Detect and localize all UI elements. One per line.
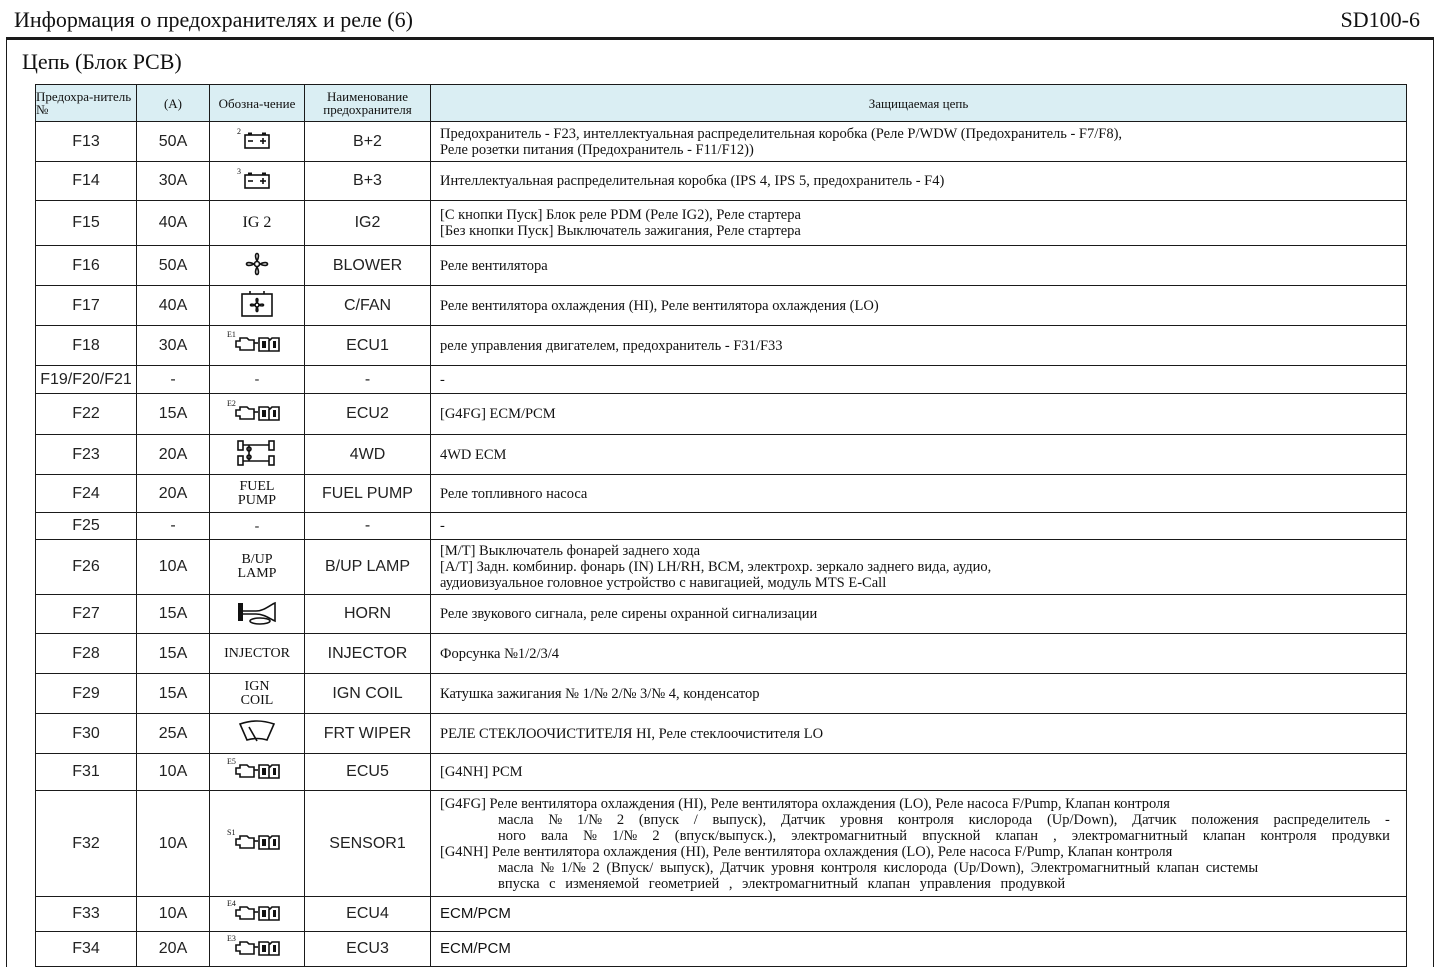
fuse-name: IG2 <box>305 201 431 246</box>
table-row <box>36 634 1407 674</box>
fuse-amperage: 10A <box>137 754 210 791</box>
fuse-number: F17 <box>36 286 137 326</box>
fuse-number: F13 <box>36 122 137 162</box>
fuse-symbol <box>210 791 305 897</box>
fuse-number: F22 <box>36 394 137 435</box>
engine-book-icon <box>227 933 281 961</box>
battery-icon <box>237 127 271 152</box>
protected-circuit <box>431 932 1407 967</box>
fuse-name: INJECTOR <box>305 634 431 674</box>
fuse-number: F19/F20/F21 <box>36 366 137 394</box>
section-title: Цепь (Блок PCB) <box>22 49 182 74</box>
symbol-superscript: 2 <box>237 127 241 136</box>
fuse-number: F34 <box>36 932 137 967</box>
table-row <box>36 714 1407 754</box>
table-row <box>36 475 1407 513</box>
protected-circuit <box>431 435 1407 475</box>
header-bar <box>6 0 1434 40</box>
table-row <box>36 540 1407 595</box>
table-row <box>36 791 1407 897</box>
circuit-line: Форсунка №1/2/3/4 <box>440 645 560 662</box>
fuse-number: F32 <box>36 791 137 897</box>
fuse-amperage: 10A <box>137 791 210 897</box>
fuse-number: F16 <box>36 246 137 286</box>
fuse-symbol <box>210 122 305 162</box>
engine-book-icon <box>227 756 281 784</box>
circuit-line: Катушка зажигания № 1/№ 2/№ 3/№ 4, конденсатор <box>440 685 760 702</box>
fuse-number: F30 <box>36 714 137 754</box>
fuse-name: HORN <box>305 595 431 634</box>
4wd-axle-icon <box>235 438 279 471</box>
fuse-name: FRT WIPER <box>305 714 431 754</box>
fuse-symbol <box>210 475 305 513</box>
fuse-number: F24 <box>36 475 137 513</box>
fuse-number: F27 <box>36 595 137 634</box>
fuse-name: C/FAN <box>305 286 431 326</box>
page-code: SD100-6 <box>1340 7 1420 32</box>
protected-circuit <box>431 714 1407 754</box>
fuse-number: F25 <box>36 513 137 540</box>
fuse-symbol <box>210 674 305 714</box>
fuse-amperage: - <box>137 366 210 394</box>
symbol-text: INJECTOR <box>224 646 290 661</box>
fuse-amperage: 20A <box>137 475 210 513</box>
fuse-name: ECU1 <box>305 326 431 366</box>
circuit-line: Реле топливного насоса <box>440 485 588 502</box>
symbol-text: FUEL PUMP <box>237 478 277 508</box>
symbol-superscript: E5 <box>227 756 236 766</box>
fuse-amperage: 50A <box>137 246 210 286</box>
circuit-line: [С кнопки Пуск] Блок реле PDM (Реле IG2), Реле стартера <box>440 207 801 223</box>
fuse-symbol <box>210 246 305 286</box>
protected-circuit <box>431 475 1407 513</box>
circuit-line: Интеллектуальная распределительная коробка (IPS 4, IPS 5, предохранитель - F4) <box>440 173 945 189</box>
protected-circuit <box>431 513 1407 540</box>
fuse-amperage: - <box>137 513 210 540</box>
circuit-line: - <box>440 518 445 534</box>
symbol-text: - <box>254 372 260 387</box>
fuse-name: ECU3 <box>305 932 431 967</box>
circuit-line: впуска с изменяемой геометрией , электромагнитный клапан управления продувкой <box>498 875 1066 892</box>
circuit-line: аудиовизуальное головное устройство с навигацией, модуль MTS E-Call <box>440 575 887 591</box>
table-row <box>36 326 1407 366</box>
fuse-amperage: 15A <box>137 674 210 714</box>
circuit-line: ECM/PCM <box>440 940 511 957</box>
circuit-line: масла № 1/№ 2 (впуск / выпуск), Датчик уровня контроля кислорода (Up/Down), Датчик положения распределитель - <box>498 811 1390 828</box>
fuse-number: F29 <box>36 674 137 714</box>
fuse-name: IGN COIL <box>305 674 431 714</box>
table-row <box>36 162 1407 201</box>
table-row <box>36 286 1407 326</box>
header-protected-circuit: Защищаемая цепь <box>431 85 1407 122</box>
header-fuse-name: Наименование предохранителя <box>305 85 431 122</box>
circuit-line: - <box>440 371 445 388</box>
fuse-name: FUEL PUMP <box>305 475 431 513</box>
protected-circuit <box>431 754 1407 791</box>
fuse-amperage: 40A <box>137 286 210 326</box>
symbol-superscript: E1 <box>227 330 236 339</box>
fuse-symbol <box>210 540 305 595</box>
fuse-name: ECU2 <box>305 394 431 435</box>
fuse-name: - <box>305 513 431 540</box>
table-row <box>36 201 1407 246</box>
page-title: Информация о предохранителях и реле (6) <box>14 7 413 32</box>
fuse-name: B+3 <box>305 162 431 201</box>
fuse-name: ECU4 <box>305 897 431 932</box>
engine-book-icon <box>227 330 281 357</box>
fuse-name: - <box>305 366 431 394</box>
wiper-icon <box>237 719 277 748</box>
table-header-row <box>36 85 1407 122</box>
protected-circuit <box>431 595 1407 634</box>
fuse-table <box>35 84 1407 967</box>
circuit-line: [M/T] Выключатель фонарей заднего хода <box>440 543 701 559</box>
circuit-line: РЕЛЕ СТЕКЛООЧИСТИТЕЛЯ HI, Реле стеклоочистителя LO <box>440 725 824 742</box>
fuse-symbol <box>210 366 305 394</box>
fuse-symbol <box>210 932 305 967</box>
symbol-text: IGN COIL <box>240 678 274 708</box>
fuse-amperage: 25A <box>137 714 210 754</box>
fuse-symbol <box>210 595 305 634</box>
fuse-symbol <box>210 326 305 366</box>
circuit-line: [G4FG] ECM/PCM <box>440 406 556 422</box>
fuse-amperage: 30A <box>137 162 210 201</box>
fuse-symbol <box>210 162 305 201</box>
table-row <box>36 754 1407 791</box>
header-amp: (A) <box>137 85 210 122</box>
table-row <box>36 366 1407 394</box>
fuse-name: BLOWER <box>305 246 431 286</box>
table-row <box>36 932 1407 967</box>
circuit-line: Предохранитель - F23, интеллектуальная распределительная коробка (Реле P/WDW (Предохранитель - F7/F8), <box>440 125 1123 142</box>
fuse-symbol <box>210 513 305 540</box>
circuit-line: Реле звукового сигнала, реле сирены охранной сигнализации <box>440 606 818 622</box>
protected-circuit <box>431 394 1407 435</box>
circuit-line: [G4FG] Реле вентилятора охлаждения (HI), Реле вентилятора охлаждения (LO), Реле насоса F/Pump, Клапан контроля <box>440 795 1170 812</box>
fuse-number: F15 <box>36 201 137 246</box>
fuse-name: 4WD <box>305 435 431 475</box>
symbol-superscript: E2 <box>227 398 236 408</box>
fuse-number: F31 <box>36 754 137 791</box>
fuse-number: F28 <box>36 634 137 674</box>
protected-circuit <box>431 286 1407 326</box>
header-fuse-no: Предохра-нитель № <box>36 85 137 122</box>
fuse-amperage: 40A <box>137 201 210 246</box>
horn-icon <box>236 600 278 629</box>
symbol-text: B/UP LAMP <box>237 552 277 581</box>
table-row <box>36 897 1407 932</box>
symbol-text: IG 2 <box>242 214 272 231</box>
fuse-name: ECU5 <box>305 754 431 791</box>
fan-icon <box>242 249 272 282</box>
fuse-symbol <box>210 394 305 435</box>
table-row <box>36 513 1407 540</box>
fuse-amperage: 15A <box>137 595 210 634</box>
protected-circuit <box>431 201 1407 246</box>
fuse-number: F26 <box>36 540 137 595</box>
fuse-amperage: 10A <box>137 897 210 932</box>
circuit-line: [Без кнопки Пуск] Выключатель зажигания, Реле стартера <box>440 223 801 239</box>
fuse-amperage: 15A <box>137 634 210 674</box>
protected-circuit <box>431 897 1407 932</box>
fuse-symbol <box>210 286 305 326</box>
circuit-line: Реле розетки питания (Предохранитель - F11/F12)) <box>440 141 754 158</box>
fuse-symbol <box>210 714 305 754</box>
fuse-name: B/UP LAMP <box>305 540 431 595</box>
table-row <box>36 246 1407 286</box>
table-row <box>36 595 1407 634</box>
header-symbol: Обозна-чение <box>210 85 305 122</box>
circuit-line: реле управления двигателем, предохранитель - F31/F33 <box>440 337 783 354</box>
fuse-amperage: 15A <box>137 394 210 435</box>
symbol-superscript: S1 <box>227 828 236 837</box>
protected-circuit <box>431 634 1407 674</box>
frame-left-rule <box>6 40 7 967</box>
circuit-line: ного вала № 1/№ 2 (впуск/выпуск.), электромагнитный впускной клапан , электромагнитный клапан контроля продувки <box>498 827 1390 844</box>
symbol-superscript: 3 <box>237 166 241 176</box>
engine-book-icon <box>227 828 281 855</box>
fuse-number: F33 <box>36 897 137 932</box>
circuit-line: [G4NH] Реле вентилятора охлаждения (HI), Реле вентилятора охлаждения (LO), Реле насоса F/Pump, Клапан контроля <box>440 843 1173 860</box>
battery-icon <box>237 166 271 192</box>
protected-circuit <box>431 674 1407 714</box>
symbol-superscript: E4 <box>227 898 236 908</box>
fuse-number: F23 <box>36 435 137 475</box>
engine-book-icon <box>227 898 281 926</box>
fuse-number: F14 <box>36 162 137 201</box>
circuit-line: Реле вентилятора <box>440 257 548 274</box>
circuit-line: 4WD ECM <box>440 446 507 463</box>
circuit-line: масла № 1/№ 2 (Впуск/ выпуск), Датчик уровня контроля кислорода (Up/Down), Электромагнитный клапан системы <box>498 859 1259 876</box>
radiator-fan-icon <box>240 290 274 321</box>
protected-circuit <box>431 540 1407 595</box>
protected-circuit <box>431 366 1407 394</box>
frame-right-rule <box>1433 40 1434 967</box>
fuse-amperage: 30A <box>137 326 210 366</box>
protected-circuit <box>431 162 1407 201</box>
engine-book-icon <box>227 398 281 426</box>
protected-circuit <box>431 246 1407 286</box>
fuse-name: SENSOR1 <box>305 791 431 897</box>
table-row <box>36 394 1407 435</box>
fuse-symbol <box>210 435 305 475</box>
fuse-symbol <box>210 634 305 674</box>
fuse-number: F18 <box>36 326 137 366</box>
circuit-line: Реле вентилятора охлаждения (HI), Реле вентилятора охлаждения (LO) <box>440 297 879 314</box>
symbol-text: - <box>254 518 260 534</box>
fuse-symbol <box>210 201 305 246</box>
protected-circuit <box>431 326 1407 366</box>
fuse-amperage: 20A <box>137 932 210 967</box>
circuit-line: ECM/PCM <box>440 905 511 922</box>
protected-circuit <box>431 791 1407 897</box>
table-row <box>36 122 1407 162</box>
fuse-amperage: 10A <box>137 540 210 595</box>
circuit-line: [G4NH] PCM <box>440 764 523 780</box>
fuse-amperage: 50A <box>137 122 210 162</box>
protected-circuit <box>431 122 1407 162</box>
symbol-superscript: E3 <box>227 933 236 943</box>
circuit-line: [A/T] Задн. комбинир. фонарь (IN) LH/RH, BCM, электрохр. зеркало заднего вида, аудио, <box>440 559 992 575</box>
fuse-amperage: 20A <box>137 435 210 475</box>
fuse-name: B+2 <box>305 122 431 162</box>
fuse-symbol <box>210 897 305 932</box>
table-row <box>36 674 1407 714</box>
table-row <box>36 435 1407 475</box>
fuse-symbol <box>210 754 305 791</box>
